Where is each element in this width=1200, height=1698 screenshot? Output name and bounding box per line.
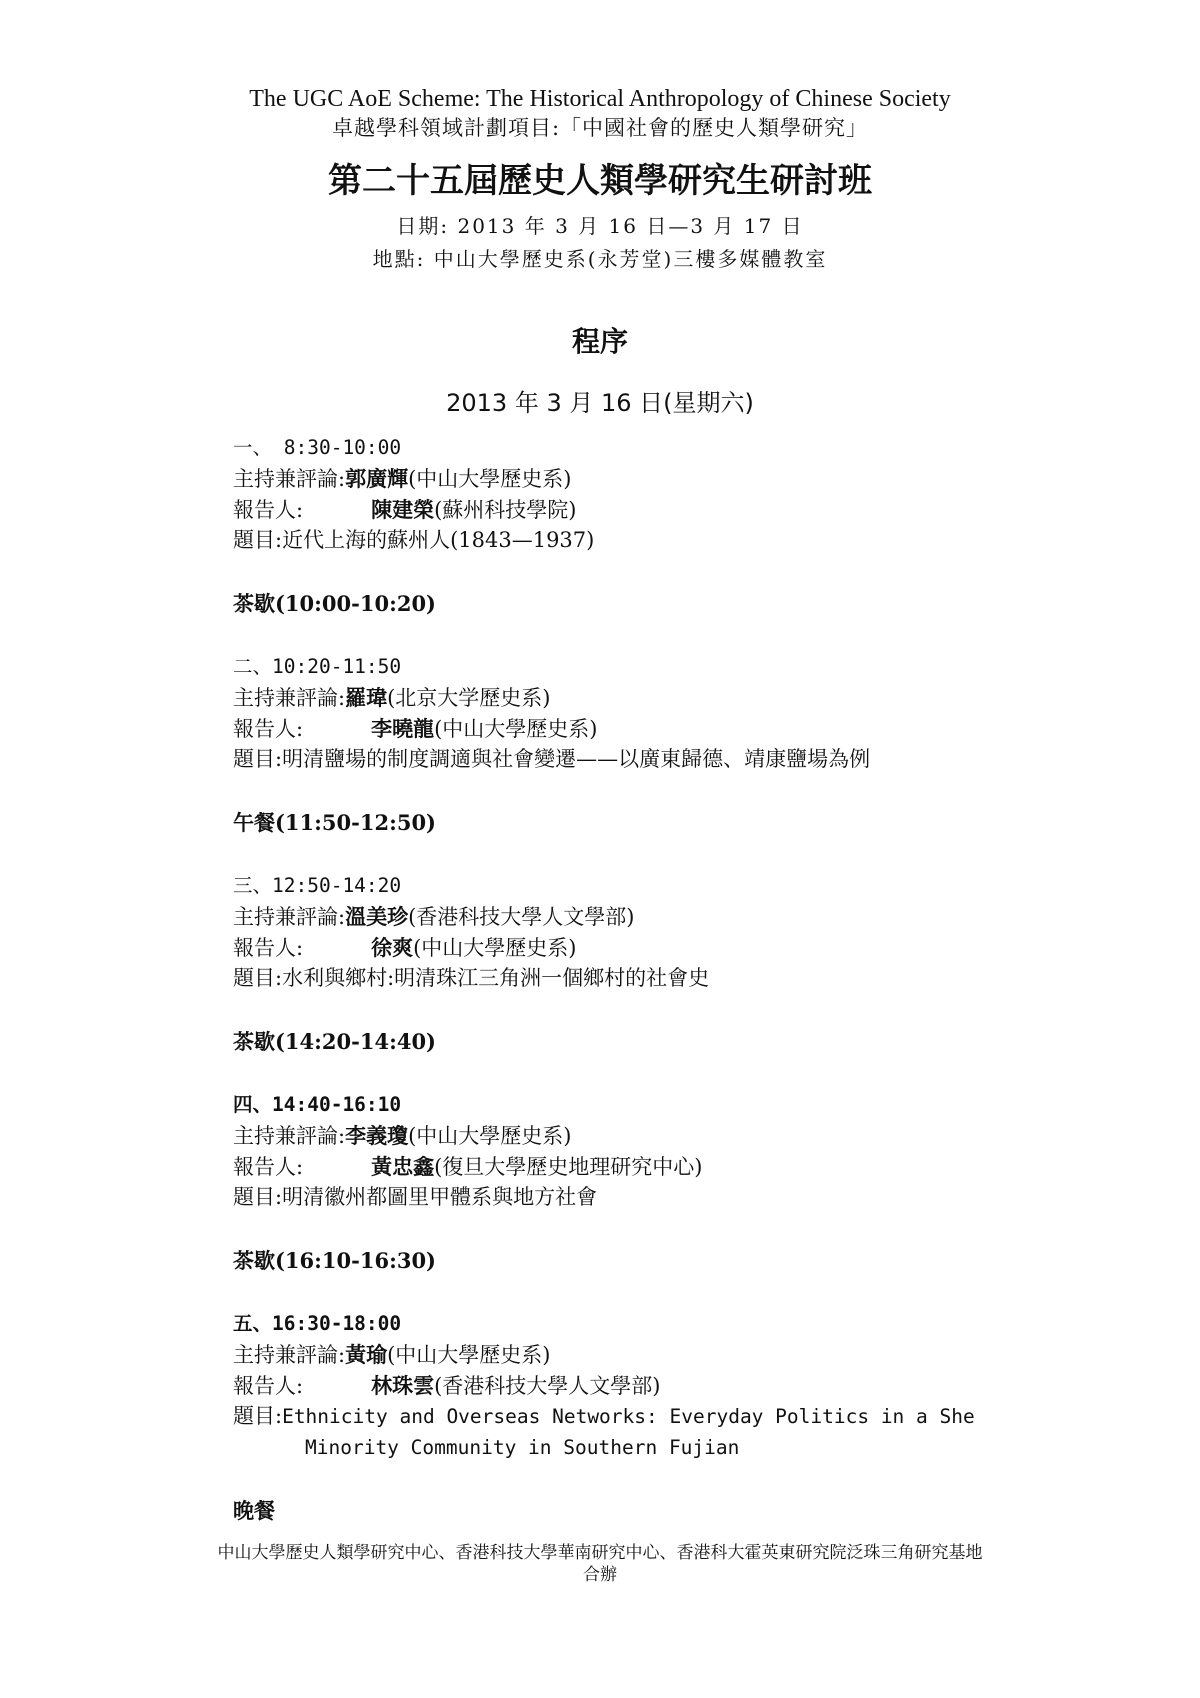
host-name: 李義瓊 [345,1123,409,1148]
host-name: 郭廣輝 [345,466,409,491]
chinese-subtitle: 卓越學科領域計劃項目:「中國社會的歷史人類學研究」 [331,116,869,140]
organizers-footer: 中山大學歷史人類學研究中心、香港科技大學華南研究中心、香港科大霍英東研究院泛珠三角研究基地 [217,1543,983,1563]
venue-line: 地點: 中山大學歷史系(永芳堂)三樓多媒體教室 [372,247,828,271]
program-heading: 程序 [571,325,628,358]
reporter-name: 陳建榮 [371,497,435,522]
session-header: 四、14:40-16:10 [233,1093,402,1116]
topic-line: 題目:Ethnicity and Overseas Networks: Everyday Politics in a She [233,1404,975,1428]
day-heading: 2013 年 3 月 16 日(星期六) [446,389,754,417]
session-header: 五、16:30-18:00 [233,1312,402,1335]
break-item: 茶歇(14:20-14:40) [233,1029,436,1054]
co-host-footer: 合辦 [583,1565,617,1585]
reporter-line: 報告人: 李曉龍(中山大學歷史系) [233,716,598,741]
topic-line-continued: Minority Community in Southern Fujian [305,1436,740,1459]
host-line: 主持兼評論:溫美珍(香港科技大學人文學部) [233,904,635,929]
host-line: 主持兼評論:李義瓊(中山大學歷史系) [233,1123,572,1148]
host-line: 主持兼評論:羅瑋(北京大学歷史系) [233,685,551,710]
reporter-line: 報告人: 黃忠鑫(復旦大學歷史地理研究中心) [233,1154,703,1179]
session-header: 一、 8:30-10:00 [233,436,402,459]
host-line: 主持兼評論:黃瑜(中山大學歷史系) [233,1342,551,1367]
main-title: 第二十五屆歷史人類學研究生研討班 [328,161,872,201]
date-line: 日期: 2013 年 3 月 16 日—3 月 17 日 [396,214,804,238]
session-1 [233,432,1133,556]
session-4 [233,1089,1133,1213]
break-item: 茶歇(16:10-16:30) [233,1248,436,1273]
session-header: 三、12:50-14:20 [233,874,402,897]
host-name: 羅瑋 [345,685,388,710]
break-item: 晚餐 [233,1498,275,1523]
reporter-name: 李曉龍 [371,716,435,741]
english-title: The UGC AoE Scheme: The Historical Anthropology of Chinese Society [249,86,951,112]
topic-line: 題目:近代上海的蘇州人(1843—1937) [233,528,595,552]
reporter-line: 報告人: 林珠雲(香港科技大學人文學部) [233,1373,661,1398]
reporter-line: 報告人: 徐爽(中山大學歷史系) [233,935,577,960]
topic-line: 題目:明清鹽場的制度調適與社會變遷——以廣東歸德、靖康鹽場為例 [233,747,871,771]
break-item: 茶歇(10:00-10:20) [233,591,436,616]
session-3 [233,870,1133,994]
reporter-name: 林珠雲 [371,1373,435,1398]
host-line: 主持兼評論:郭廣輝(中山大學歷史系) [233,466,572,491]
reporter-line: 報告人: 陳建榮(蘇州科技學院) [233,497,577,522]
reporter-name: 徐爽 [371,935,414,960]
break-item: 午餐(11:50-12:50) [233,810,436,835]
reporter-name: 黃忠鑫 [371,1154,435,1179]
topic-line: 題目:明清徽州都圖里甲體系與地方社會 [233,1185,598,1209]
host-name: 黃瑜 [345,1342,388,1367]
session-header: 二、10:20-11:50 [233,655,402,678]
session-5 [233,1308,1133,1463]
session-2 [233,651,1133,775]
schedule [233,432,1133,1526]
host-name: 溫美珍 [345,904,409,929]
topic-line: 題目:水利與鄉村:明清珠江三角洲一個鄉村的社會史 [233,966,710,990]
